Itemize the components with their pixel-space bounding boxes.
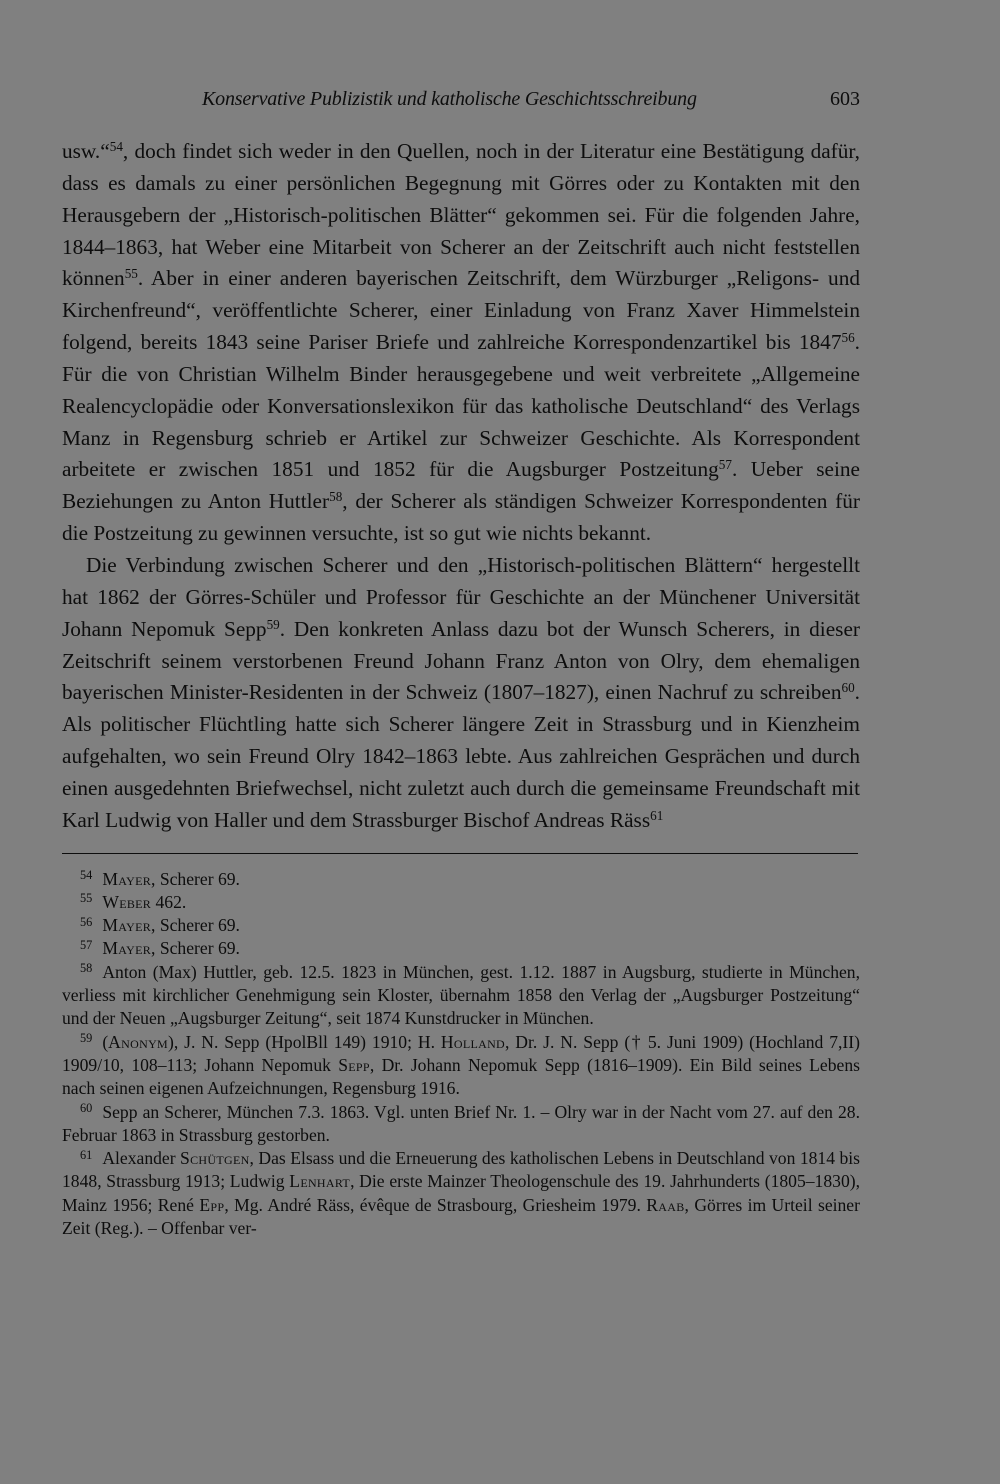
footnote-55 (62, 891, 860, 914)
page-number: 603 (830, 88, 860, 110)
footnote-ref-61: 61 (650, 807, 664, 823)
footnote-61 (62, 1147, 860, 1240)
footnote-text: Sepp an Scherer, München 7.3. 1863. Vgl. unten Brief Nr. 1. – Olry war in der Nacht vom 27. auf den 28. Februar 1863 in Strassburg gestorben. (62, 1101, 860, 1145)
running-title: Konservative Publizistik und katholische Geschichtsschreibung (202, 88, 697, 110)
text-run: . Als politischer Flüchtling hatte sich Scherer längere Zeit in Strassburg und in Kienzheim aufgehalten, wo sein Freund Olry 1842–1863 lebte. Aus zahlreichen Gesprächen und durch einen ausgedehnten Briefwechsel, nicht zuletzt auch durch die gemeinsame Freundschaft mit Karl Ludwig von Haller und dem Strassburger Bischof Andreas Räss (62, 680, 860, 832)
author-name: Anonym (108, 1031, 169, 1052)
footnote-ref-56: 56 (841, 329, 855, 345)
footnote-number: 58 (80, 961, 93, 976)
footnote-number: 60 (80, 1101, 93, 1115)
footnote-text: , Görres im Urteil seiner Zeit (Reg.). – Offenbar ver- (62, 1194, 860, 1239)
footnote-59 (62, 1031, 860, 1101)
text-run: . Ueber seine Beziehungen zu Anton Huttler (62, 457, 861, 514)
author-name: Lenhart (289, 1171, 351, 1192)
text-run: Die Verbindung zwischen Scherer und den „Historisch-politischen Blättern“ hergestellt hat 1862 der Görres-Schüler und Professor für Geschichte an der Münchener Universität Johann Nepomuk Sepp (62, 552, 860, 641)
footnote-ref-59: 59 (266, 616, 280, 632)
footnote-text: , Scherer 69. (151, 938, 240, 959)
footnote-ref-55: 55 (124, 266, 138, 282)
body-text (62, 136, 860, 837)
footnote-number: 54 (80, 868, 93, 883)
footnote-ref-58: 58 (329, 489, 343, 505)
footnote-54 (62, 868, 860, 891)
footnote-number: 61 (80, 1147, 93, 1162)
footnote-text: , Scherer 69. (151, 868, 240, 889)
footnote-text: , Das Elsass und die Erneuerung des katholischen Lebens in Deutschland von 1814 bis 1848, Strassburg 1913; Ludwig (62, 1148, 860, 1192)
text-run: . Den konkreten Anlass dazu bot der Wunsch Scherers, in dieser Zeitschrift seinem verstorbenen Freund Johann Franz Anton von Olry, dem ehemaligen bayerischen Minister-Residenten in der Schweiz (1807–1827), einen Nachruf zu schreiben (62, 616, 860, 705)
author-name: Holland (440, 1031, 506, 1052)
footnote-separator (62, 853, 858, 854)
footnote-number: 57 (80, 937, 93, 952)
text-run: . Aber in einer anderen bayerischen Zeitschrift, dem Würzburger „Religons- und Kirchenfreund“, veröffentlichte Scherer, einer Einladung von Franz Xaver Himmelstein folgend, bereits 1843 seine Pariser Briefe und zahlreiche Korrespondenzartikel bis 1847 (62, 266, 860, 355)
paragraph-2 (62, 550, 860, 837)
author-name: Mayer (102, 868, 152, 889)
author-name: Schütgen (180, 1148, 250, 1169)
footnote-text: Alexander (102, 1148, 181, 1169)
footnote-text: , Dr. J. N. Sepp († 5. Juni 1909) (Hochland 7,II) 1909/10, 108–113; Johann Nepomuk (62, 1031, 861, 1075)
footnote-text: , Dr. Johann Nepomuk Sepp (1816–1909). Ein Bild seines Lebens nach seinen eigenen Aufzeichnungen, Regensburg 1916. (62, 1054, 860, 1099)
footnote-number: 59 (80, 1031, 93, 1046)
author-name: Mayer (102, 915, 152, 936)
footnote-60 (62, 1101, 860, 1148)
footnote-58 (62, 961, 860, 1031)
footnote-number: 55 (80, 891, 93, 906)
footnote-ref-57: 57 (718, 457, 732, 473)
author-name: Sepp (338, 1054, 370, 1075)
footnote-ref-54: 54 (109, 138, 123, 154)
footnote-56 (62, 914, 860, 937)
footnote-text: ( (102, 1031, 109, 1052)
text-run: . Für die von Christian Wilhelm Binder herausgegebene und weit verbreitete „Allgemeine Realencyclopädie oder Konversationslexikon für das katholische Deutschland“ des Verlags Manz in Regensburg schrieb er Artikel zur Schweizer Geschichte. Als Korrespondent arbeitete er zwischen 1851 und 1852 für die Augsburger Postzeitung (62, 330, 860, 482)
book-page (62, 88, 860, 1240)
footnote-number: 56 (80, 914, 93, 929)
author-name: Epp (199, 1194, 225, 1215)
author-name: Raab (646, 1194, 685, 1215)
author-name: Weber (102, 891, 152, 912)
footnote-text: , Die erste Mainzer Theologenschule des 19. Jahrhunderts (1805–1830), Mainz 1956; René (62, 1171, 860, 1215)
paragraph-1 (62, 136, 860, 550)
footnotes (62, 868, 860, 1241)
footnote-text: Anton (Max) Huttler, geb. 12.5. 1823 in München, gest. 1.12. 1887 in Augsburg, studierte in München, verliess mit kirchlicher Genehmigung sein Kloster, übernahm 1858 den Verlag der „Augsburger Postzeitung“ und der Neuen „Augsburger Zeitung“, seit 1874 Kunstdrucker in München. (62, 961, 860, 1029)
footnote-ref-60: 60 (841, 680, 855, 696)
footnote-text: , Mg. André Räss, évêque de Strasbourg, Griesheim 1979. (224, 1194, 647, 1215)
text-run: , doch findet sich weder in den Quellen, noch in der Literatur eine Bestätigung dafür, dass es damals zu einer persönlichen Begegnung mit Görres oder zu Kontakten mit den Herausgebern der „Historisch-politischen Blätter“ gekommen sei. Für die folgenden Jahre, 1844–1863, hat Weber eine Mitarbeit von Scherer an der Zeitschrift auch nicht feststellen können (62, 139, 860, 291)
footnote-text: , Scherer 69. (151, 915, 240, 936)
footnote-57 (62, 937, 860, 960)
footnote-text: 462. (151, 891, 187, 912)
text-run: , der Scherer als ständigen Schweizer Korrespondenten für die Postzeitung zu gewinnen versuchte, ist so gut wie nichts bekannt. (62, 489, 860, 546)
text-run: usw.“ (62, 139, 110, 163)
author-name: Mayer (102, 938, 152, 959)
footnote-text: ), J. N. Sepp (HpolBll 149) 1910; H. (168, 1031, 441, 1052)
page-header (62, 88, 860, 120)
